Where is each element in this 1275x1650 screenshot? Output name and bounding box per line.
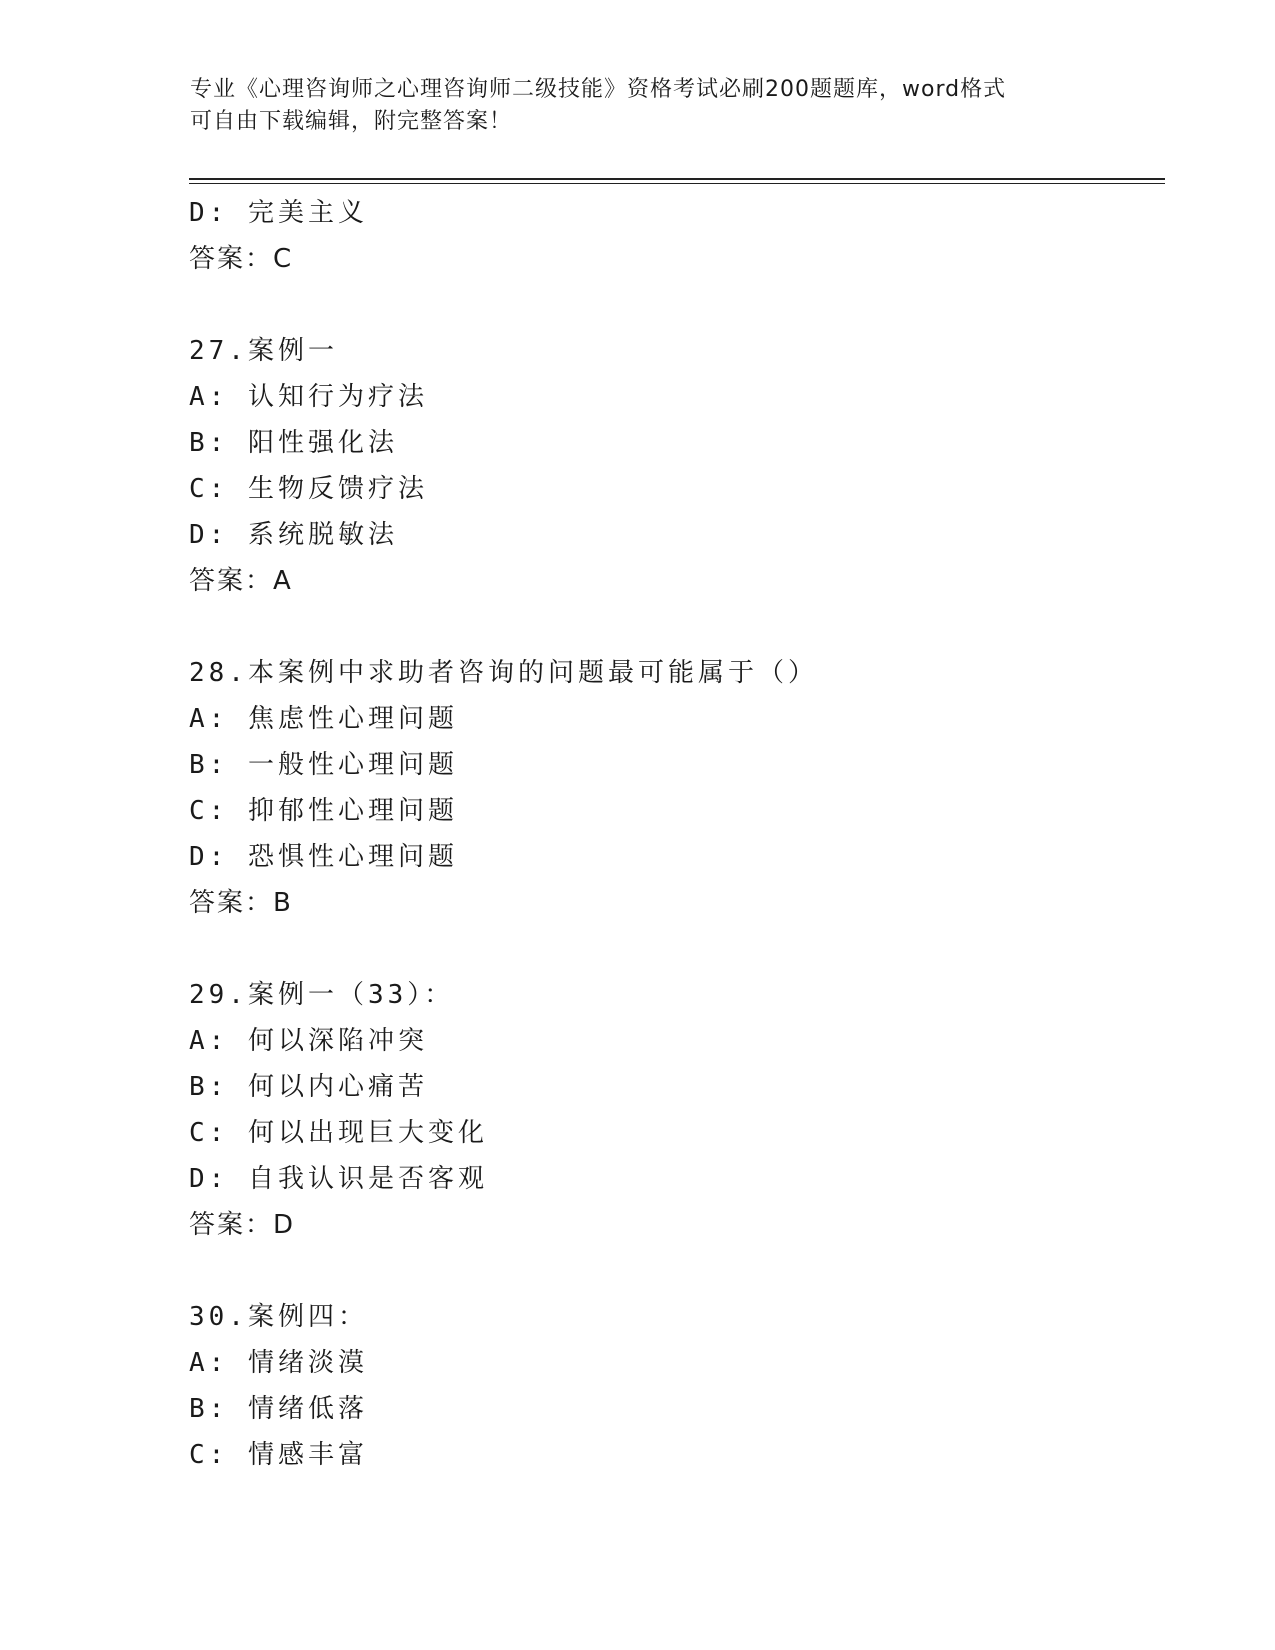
header-divider-thick [189, 178, 1165, 180]
option-a: A: 情绪淡漠 [189, 1348, 368, 1378]
option-c: C: 生物反馈疗法 [189, 474, 428, 504]
option-b: B: 阳性强化法 [189, 428, 398, 458]
question-30 [189, 1294, 1169, 1478]
spacer [189, 926, 1169, 972]
option-c: C: 情感丰富 [189, 1440, 368, 1470]
question-fragment-26 [189, 190, 1169, 282]
option-d: D: 恐惧性心理问题 [189, 842, 458, 872]
question-list [189, 190, 1169, 1478]
question-stem: 28.本案例中求助者咨询的问题最可能属于（） [189, 658, 818, 688]
option-a: A: 何以深陷冲突 [189, 1026, 428, 1056]
option-b: B: 何以内心痛苦 [189, 1072, 428, 1102]
question-stem: 27.案例一 [189, 336, 338, 366]
question-stem: 29.案例一（33）： [189, 980, 455, 1010]
option-b: B: 一般性心理问题 [189, 750, 458, 780]
spacer [189, 282, 1169, 328]
option-d: D: 完美主义 [189, 198, 368, 228]
header-divider-thin [189, 183, 1165, 184]
document-header [190, 74, 1090, 138]
answer-line: 答案：C [189, 244, 294, 274]
option-c: C: 何以出现巨大变化 [189, 1118, 488, 1148]
option-d: D: 自我认识是否客观 [189, 1164, 488, 1194]
option-a: A: 认知行为疗法 [189, 382, 428, 412]
header-title-line-2: 可自由下载编辑，附完整答案！ [190, 109, 513, 134]
answer-line: 答案：A [189, 566, 293, 596]
option-b: B: 情绪低落 [189, 1394, 368, 1424]
header-title-line-1: 专业《心理咨询师之心理咨询师二级技能》资格考试必刷200题题库，word格式 [190, 77, 1007, 102]
answer-line: 答案：D [189, 1210, 296, 1240]
question-27 [189, 328, 1169, 604]
question-stem: 30.案例四： [189, 1302, 368, 1332]
option-d: D: 系统脱敏法 [189, 520, 398, 550]
option-a: A: 焦虑性心理问题 [189, 704, 458, 734]
question-28 [189, 650, 1169, 926]
question-29 [189, 972, 1169, 1248]
spacer [189, 1248, 1169, 1294]
answer-line: 答案：B [189, 888, 293, 918]
option-c: C: 抑郁性心理问题 [189, 796, 458, 826]
spacer [189, 604, 1169, 650]
